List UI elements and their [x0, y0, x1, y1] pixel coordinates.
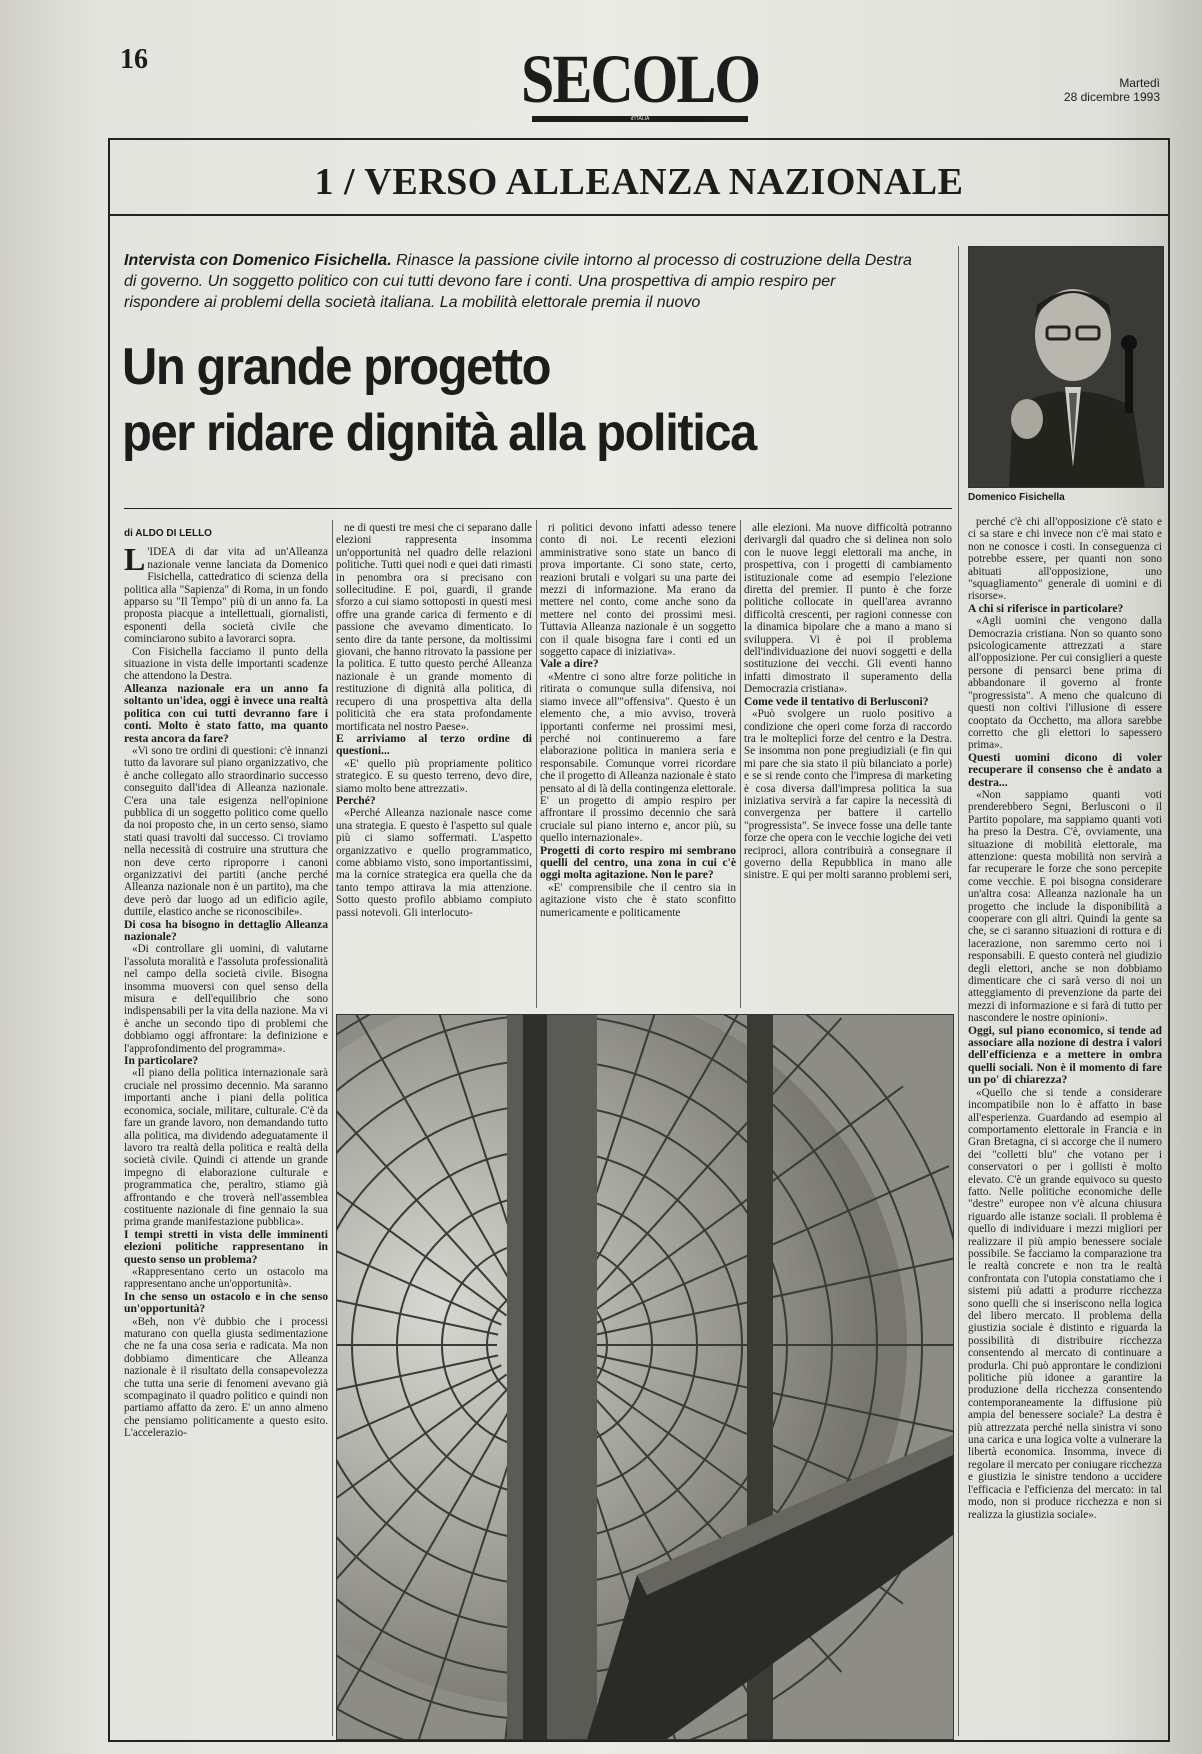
- column-separator: [958, 246, 959, 1736]
- interview-question-text: Di cosa ha bisogno in dettaglio Alleanza nazionale?: [124, 917, 328, 943]
- headline-line1: Un grande progetto: [122, 338, 551, 396]
- article-paragraph-text: 'IDEA di dar vita ad un'Alleanza nazionale venne lanciata da Domenico Fisichella, cattedratico di scienza della politica alla "Sapienza" di Roma, in un fondo apparso su "Il Tempo" più di un anno fa. La proposta piacque a intellettuali, giornalisti, esponenti della società civile che cominciarono subito a lavorarci sopra.: [124, 546, 328, 646]
- page-number: 16: [120, 44, 148, 75]
- article-paragraph: [540, 671, 736, 845]
- dateline-date: 28 dicembre 1993: [1063, 90, 1160, 104]
- article-paragraph: [540, 882, 736, 919]
- article-paragraph-text: Con Fisichella facciamo il punto della situazione in vista delle importanti scadenze che attendono la Destra.: [124, 645, 328, 683]
- interview-question-text: Come vede il tentativo di Berlusconi?: [744, 694, 929, 708]
- article-paragraph: [124, 646, 328, 683]
- interview-question: [124, 1229, 328, 1266]
- article-paragraph: [336, 807, 532, 919]
- interview-question-text: Perché?: [336, 793, 376, 807]
- interview-question: [124, 1055, 328, 1067]
- article-paragraph: [124, 745, 328, 919]
- article-paragraph-text: «Può svolgere un ruolo positivo a condizione che operi come forza di raccordo tra le molteplici forze del centro e la Destra. Se insomma non pone pregiudiziali (e fin qui mi pare che sia stato il più bilanciato a porle) e se si rende conto che l'impresa di marketing è cosa diversa dall'impresa politica la sua iniziativa servirà a far capire la necessità di convergenza per battere il cartello "progressista". Se invece fosse una delle tante forze che opera con le vecchie logiche dei veti reciproci, allora contribuirà a consegnare il governo della Repubblica in mano alle sinistre. E qui per molti saranno problemi seri,: [744, 708, 952, 882]
- article-column-1: [124, 528, 328, 1738]
- kicker: [124, 250, 914, 313]
- byline: di ALDO DI LELLO: [124, 528, 212, 539]
- interview-question: [744, 696, 952, 708]
- article-column-4: [744, 522, 952, 1008]
- article-paragraph-text: «Quello che si tende a considerare incompatibile non lo è affatto in base all'esperienza. Guardando ad esempio al comportamento elettorale in Francia e in Gran Bretagna, ci si accorge che il numero dei "colletti blu" che votano per i conservatori o per i gollisti è molto elevato. C'è un grande equivoco su questo fatto. Nelle politiche economiche delle "destre" europee non v'è alcuna chiusura riguardo alle istanze sociali. Il problema è quello di individuare i mezzi migliori per realizzare il più ampio benessere sociale possibile. Se facciamo la comparazione tra le realtà concrete e non tra le realtà confrontata con l'utopia constatiamo che i sistemi più adatti a produrre ricchezza sono quelli che si inseriscono nella logica del libero mercato. Il problema della giustizia sociale è distinto e riguarda la possibilità di distribuire ricchezza consentendo al mercato di continuare a produrla. Chi può approntare le condizioni politiche più idonee a garantire la produzione della ricchezza consentendo contemporaneamente la diffusione più ampia del benessere sociale? La destra è più attrezzata perché nella sinistra vi sono una carica e una logica volte a vulnerare la libertà economica. Insomma, invece di regolare il mercato per coniugare ricchezza e giustizia le sinistre tendono a uccidere l'efficacia e l'efficienza del mercato: in tal modo, non si produce ricchezza e non si realizza la giustizia sociale».: [968, 1086, 1162, 1521]
- interview-question-text: Progetti di corto respiro mi sembrano quelli del centro, una zona in cui c'è oggi molta agitazione. Non le pare?: [540, 843, 736, 882]
- portrait-figure-icon: [969, 247, 1163, 487]
- article-paragraph-text: ri politici devono infatti adesso tenere conto di noi. Le recenti elezioni amministrative sono state un banco di prova importante. Ci sono state, certo, reazioni brutali e volgari su una parte dei mezzi di informazione. Ma erano da mettere nel conto, come anche sono da mettere nel conto dei prossimi mesi. Tuttavia Alleanza nazionale è un soggetto con il quale bisogna fare i conti ed un soggetto capace di iniziativa».: [540, 522, 736, 659]
- article-paragraph-text: perché c'è chi all'opposizione c'è stato e ci sa stare e chi invece non c'è mai stato e non ne conosce i costi. In conseguenza ci potrebbe essere, per quanti non sono abituati all'opposizione, uno "squagliamento" generale di uomini e di risorse».: [968, 516, 1162, 603]
- masthead: [510, 41, 770, 122]
- interview-question: [968, 603, 1162, 615]
- article-paragraph-text: alle elezioni. Ma nuove difficoltà potranno derivargli dal quadro che si delinea non solo con le nuove leggi elettorali ma anche, in prospettiva, con i progetti di cambiamento istituzionale come ad esempio l'elezione diretta del premier. Il punto è che forze politiche collocate in quell'area avranno difficoltà crescenti, per ragioni connesse con la dinamica bipolare che a mano a mano si sviluppera. Vi è poi il problema dell'individuazione dei nuovi soggetti e della sostituzione dei vecchi. Gli eventi hanno infatti dimostrato il superamento della Democrazia cristiana».: [744, 522, 952, 696]
- article-paragraph: [540, 522, 736, 658]
- article-column-2: [336, 522, 532, 1008]
- portrait-photo: [968, 246, 1164, 488]
- article-paragraph-text: «Beh, non v'è dubbio che i processi maturano con quella giusta sedimentazione che ne fa una cosa seria e radicata. Ma non dobbiamo dimenticare che Alleanza nazionale è il risultato della consapevolezza che tutta una serie di fenomeni avevano già scompaginato il quadro politico e quindi non partiamo affatto da zero. E' un anno almeno che pensiamo politicamente a questo esito. L'accelerazio-: [124, 1315, 328, 1440]
- interview-question-text: Alleanza nazionale era un anno fa soltanto un'idea, oggi è invece una realtà politica con cui tutti devranno fare i conti. Molto è stato fatto, ma quanto resta ancora da fare?: [124, 681, 328, 745]
- article-paragraph-text: «Il piano della politica internazionale sarà cruciale nel prossimo decennio. Ma saranno importanti anche i piani della politica economica, sociale, militare, culturale. C'è da fare un grande lavoro, non demandando tutto alla politica, ma dividendo adeguatamente il lavoro tra realtà della politica e realtà della società civile. Quindi ci attende un grande impegno di elaborazione culturale e programmatica che, peraltro, stiamo già affrontando e che troverà nell'assemblea costituente nazionale di fine gennaio la sua prima grande manifestazione pubblica».: [124, 1067, 328, 1229]
- kicker-text: Rinasce la passione civile intorno al processo di costruzione della Destra di governo. Un soggetto politico con cui tutti devono fare i conti. Una prospettiva di ampio respiro per rispondere ai problemi della società italiana. La mobilità elettorale premia il nuovo: [124, 252, 912, 311]
- interview-question: [124, 919, 328, 944]
- dateline: [1060, 76, 1160, 104]
- drop-cap: L: [124, 541, 146, 578]
- interview-question: [124, 683, 328, 745]
- article-paragraph-text: «E' quello più propriamente politico strategico. E su questo terreno, devo dire, siamo molto bene attrezzati».: [336, 757, 532, 795]
- article-column-5: [968, 516, 1162, 1738]
- column-separator: [536, 520, 537, 1008]
- interview-question: [540, 658, 736, 670]
- interview-question-text: In che senso un ostacolo e in che senso un'opportunità?: [124, 1289, 328, 1316]
- columns-top-rule: [124, 508, 952, 509]
- interview-question: [336, 733, 532, 758]
- dome-photo: [336, 1014, 954, 1740]
- article-paragraph: [124, 1266, 328, 1291]
- article-paragraph: [968, 789, 1162, 1025]
- article-paragraph: [968, 516, 1162, 603]
- article-paragraph-text: «Di controllare gli uomini, di valutarne l'assoluta moralità e l'assoluta professionalità nel campo della società civile. Bisogna insomma muoversi con quel senso della misura e dell'equilibrio che sono indispensabili per la vita della nazione. Ma vi è anche un secondo tipo di problemi che dobbiamo oggi affrontare: la definizione e l'approfondimento del programma».: [124, 943, 328, 1055]
- interview-question: [124, 1291, 328, 1316]
- article-paragraph: [124, 943, 328, 1055]
- article-paragraph-text: «E' comprensibile che il centro sia in agitazione visto che è stato sconfitto numericamente e politicamente: [540, 881, 736, 919]
- column-separator: [740, 520, 741, 1008]
- masthead-name: SECOLO: [520, 41, 760, 117]
- article-paragraph: [968, 1087, 1162, 1521]
- article-paragraph: [124, 1067, 328, 1228]
- interview-question: [968, 1025, 1162, 1087]
- dateline-day: Martedì: [1119, 76, 1160, 90]
- article-paragraph-text: «Agli uomini che vengono dalla Democrazia cristiana. Non so quanto sono psicologicamente attrezzati a stare all'opposizione. Per cui consiglieri a queste persone di pensarci bene prima di abbandonare il governo al fronte "progressista". A meno che qualcuno di questi non coltivi l'illusione di essere cooptato da Occhetto, ma allora sarebbe corretto che gli elettori lo sapessero prima».: [968, 615, 1162, 752]
- article-paragraph: [124, 541, 328, 646]
- article-column-3: [540, 522, 736, 1008]
- article-paragraph: [336, 758, 532, 795]
- article-paragraph: [968, 615, 1162, 751]
- interview-question-text: A chi si riferisce in particolare?: [968, 601, 1124, 615]
- portrait-caption: Domenico Fisichella: [968, 492, 1065, 503]
- interview-question-text: In particolare?: [124, 1054, 199, 1068]
- interview-question: [968, 752, 1162, 789]
- article-paragraph: [336, 522, 532, 733]
- kicker-lead: Intervista con Domenico Fisichella.: [124, 252, 392, 269]
- article-paragraph-text: «Perché Alleanza nazionale nasce come una strategia. E questo è l'aspetto sul quale più ci siamo soffermati. L'aspetto organizzativo e quello programmatico, come abbiamo visto, sono importantissimi, ma la cornice strategica era quella che da tanto tempo attirava la mia attenzione. Sotto questo profilo abbiamo compiuto passi notevoli. Gli interlocuto-: [336, 807, 532, 919]
- article-paragraph-text: «Rappresentano certo un ostacolo ma rappresentano anche un'opportunità».: [124, 1265, 328, 1291]
- section-title: 1 / VERSO ALLEANZA NAZIONALE: [314, 161, 964, 203]
- article-paragraph-text: «Non sappiamo quanti voti prenderebbero Segni, Berlusconi o il Partito popolare, ma sappiamo quanti voti ha preso la Destra. C'è, ovviamente, una situazione di mobilità elettorale, ma attenzione: questa mobilità non servirà a far recuperare le forze che sono percepite come vecchie. E poi bisogna considerare un'altra cosa: Alleanza nazionale ha un progetto che include la disponibilità a cooperare con gli altri. Quindi la gente sa che, se ci saranno situazioni di rottura e di lacerazione, non saremmo certo noi i responsabili. E questo conterà nel giudizio degli elettori, anche se non dobbiamo dimenticare che ci sarà verso di noi un atteggiamento di prevenzione da parte dei mezzi di informazione e si farà di tutto per nascondere le nostre opinioni».: [968, 788, 1162, 1025]
- section-rule: [108, 214, 1170, 216]
- masthead-sub: d'ITALIA: [532, 116, 748, 122]
- dome-structure-icon: [337, 1015, 953, 1739]
- interview-question-text: I tempi stretti in vista delle imminenti elezioni politiche rappresentano in questo senso un problema?: [124, 1227, 328, 1266]
- article-paragraph: [744, 522, 952, 696]
- article-paragraph-text: «Vi sono tre ordini di questioni: c'è innanzi tutto da lavorare sul piano organizzativo, che è anche collegato allo straordinario successo conseguito dall'idea di Alleanza nazionale. C'era una tale esigenza nell'opinione pubblica di un soggetto politico come quello da noi proposto che, in un certo senso, siamo stati quasi travolti dal successo. Ci troviamo nella necessità di costruire una struttura che non deve certo riproporre i canoni organizzativi dei partiti (anche perché Alleanza nazionale non è un partito), ma che deve però dar luogo ad un edificio agile, duttile, elastico anche se riconoscibile».: [124, 744, 328, 919]
- article-paragraph-text: ne di questi tre mesi che ci separano dalle elezioni rappresenta insomma un'opportunità nel quadro delle relazioni politiche. Tutti quei nodi e quei dati rimasti in penombra ora si precisano con sollecitudine. E poi, guardi, il grande sforzo a cui siamo sottoposti in questi mesi offre una grande carica di fermento e di passione che avevamo dimenticato. Io sento dire da tante persone, da moltissimi giovani, che hanno ritrovato la passione per la politica. E tutto questo perché Alleanza nazionale è un grande momento di restituzione di dignità alla politica, di recupero di una prospettiva alta della politicità che era stata profondamente mortificata nel nostro Paese».: [336, 522, 532, 733]
- interview-question-text: Questi uomini dicono di voler recuperare il consenso che è andato a destra...: [968, 750, 1162, 789]
- headline: [122, 334, 893, 466]
- interview-question: [540, 845, 736, 882]
- interview-question-text: Vale a dire?: [540, 657, 599, 671]
- column-separator: [332, 520, 333, 1736]
- interview-question: [336, 795, 532, 807]
- interview-question-text: E arriviamo al terzo ordine di questioni...: [336, 731, 532, 758]
- interview-question-text: Oggi, sul piano economico, si tende ad associare alla nozione di destra i valori dell'efficienza e a mettere in ombra quelli sociali. Non è il momento di fare un po' di chiarezza?: [968, 1023, 1162, 1087]
- article-paragraph: [744, 708, 952, 882]
- article-paragraph-text: «Mentre ci sono altre forze politiche in ritirata o comunque sulla difensiva, noi siamo invece all'"offensiva". Questo è un elemento che, a mio avviso, troverà ipportanti conferme nei prossimi mesi, perché noi continueremo a fare elaborazione politica in maniera seria e responsabile. Comunque vorrei ricordare che il progetto di Alleanza nazionale è stato pensato al di là della contingenza elettorale. E' un progetto di ampio respiro per affrontare il prossimo decennio che sarà cruciale sul piano interno e, ancor più, su quello internazionale».: [540, 670, 736, 845]
- headline-line2: per ridare dignità alla politica: [122, 404, 756, 462]
- article-paragraph: [124, 1316, 328, 1440]
